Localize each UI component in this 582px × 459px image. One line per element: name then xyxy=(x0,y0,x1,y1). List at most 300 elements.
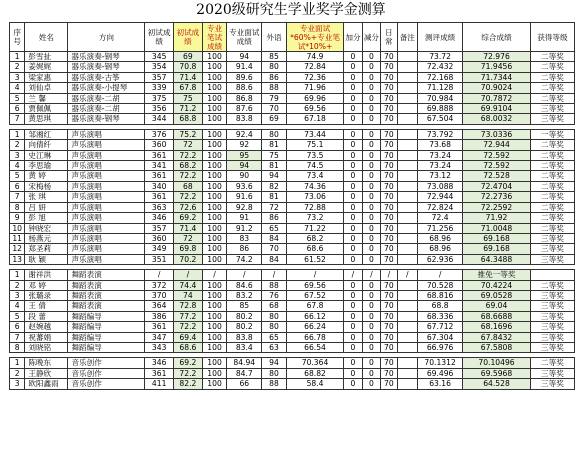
table-cell: 72.2592 xyxy=(463,202,531,212)
table-cell: 68 xyxy=(174,181,203,191)
table-cell: 0 xyxy=(362,311,380,321)
table-cell: 73.0336 xyxy=(463,129,531,139)
table-cell: 70.10496 xyxy=(463,358,531,368)
table-cell: 94 xyxy=(262,358,287,368)
table-cell: 100 xyxy=(202,322,227,332)
table-cell: / xyxy=(227,270,262,280)
table-cell: 68 xyxy=(262,301,287,311)
table-cell xyxy=(397,280,418,290)
table-cell: 58.4 xyxy=(286,379,343,389)
table-cell: 66.976 xyxy=(418,342,463,352)
table-cell xyxy=(397,379,418,389)
table-cell: / xyxy=(418,270,463,280)
table-cell: 0 xyxy=(344,213,362,223)
table-cell: 67.18 xyxy=(286,114,343,124)
table-cell xyxy=(397,358,418,368)
table-cell: 声乐演唱 xyxy=(68,233,145,243)
table-cell: 70.7872 xyxy=(463,93,531,103)
table-cell: 70 xyxy=(381,72,397,82)
column-header: 获得等级 xyxy=(530,23,574,52)
table-cell: 郑圣莉 xyxy=(25,244,68,254)
table-cell: 73.5 xyxy=(286,150,343,160)
table-cell: 372 xyxy=(145,280,174,290)
table-cell: 100 xyxy=(202,254,227,264)
table-cell: 86 xyxy=(262,213,287,223)
table-row xyxy=(10,223,575,233)
table-cell: 0 xyxy=(344,93,362,103)
table-cell: 耿 颖 xyxy=(25,254,68,264)
column-header: 减分 xyxy=(362,23,380,52)
table-cell: 67.52 xyxy=(286,290,343,300)
table-cell: 段 蕾 xyxy=(25,311,68,321)
table-cell xyxy=(397,129,418,139)
table-cell: 三等奖 xyxy=(530,301,574,311)
table-cell: 72.2 xyxy=(174,150,203,160)
table-cell: 68.0032 xyxy=(463,114,531,124)
table-cell: 0 xyxy=(344,223,362,233)
table-cell: 73.12 xyxy=(418,171,463,181)
table-cell: 73.44 xyxy=(286,129,343,139)
table-cell: 三等奖 xyxy=(530,311,574,321)
table-cell: 70 xyxy=(262,244,287,254)
table-cell: 0 xyxy=(362,150,380,160)
table-row xyxy=(10,83,575,93)
table-cell: 370 xyxy=(145,290,174,300)
table-cell: 0 xyxy=(362,223,380,233)
table-cell: 二等奖 xyxy=(530,213,574,223)
table-cell: 72.2 xyxy=(174,192,203,202)
table-cell: 三等奖 xyxy=(530,233,574,243)
table-cell: 68.8 xyxy=(418,301,463,311)
table-row xyxy=(10,244,575,254)
table-cell: 69.0528 xyxy=(463,290,531,300)
table-cell xyxy=(397,311,418,321)
table-cell: 声乐演唱 xyxy=(68,161,145,171)
table-cell: 100 xyxy=(202,213,227,223)
table-cell: 80 xyxy=(262,368,287,378)
table-cell: 0 xyxy=(344,290,362,300)
table-cell: 二等奖 xyxy=(530,223,574,233)
table-cell: 1 xyxy=(10,270,25,280)
table-cell: 0 xyxy=(362,358,380,368)
table-cell: 67.8 xyxy=(174,83,203,93)
table-cell: 66.78 xyxy=(286,332,343,342)
table-cell: 74.4 xyxy=(174,280,203,290)
table-cell: 80.2 xyxy=(227,322,262,332)
table-row xyxy=(10,280,575,290)
table-cell: 70 xyxy=(381,62,397,72)
table-cell: 67.504 xyxy=(418,114,463,124)
table-cell: 二等奖 xyxy=(530,280,574,290)
table-cell: 88 xyxy=(262,280,287,290)
table-row xyxy=(10,342,575,352)
table-cell: 欧阳鑫雨 xyxy=(25,379,68,389)
table-cell: 舞蹈表演 xyxy=(68,280,145,290)
table-cell: 8 xyxy=(10,342,25,352)
table-cell: 66.24 xyxy=(286,322,343,332)
table-cell: 三等奖 xyxy=(530,254,574,264)
table-cell: 363 xyxy=(145,202,174,212)
table-cell: 83.8 xyxy=(227,114,262,124)
table-cell: 70 xyxy=(381,379,397,389)
table-cell: 69.56 xyxy=(286,280,343,290)
table-cell xyxy=(397,233,418,243)
table-cell xyxy=(397,83,418,93)
table-row xyxy=(10,62,575,72)
table-cell: 92 xyxy=(227,140,262,150)
table-cell: 81 xyxy=(262,161,287,171)
table-cell: 100 xyxy=(202,52,227,62)
table-cell: 0 xyxy=(362,332,380,342)
table-cell: 68.8 xyxy=(174,114,203,124)
table-cell: 70.4224 xyxy=(463,280,531,290)
table-cell: 74 xyxy=(174,290,203,300)
column-header: 初试成绩 xyxy=(145,23,174,52)
table-cell: / xyxy=(381,270,397,280)
table-cell xyxy=(397,161,418,171)
table-cell: 74.36 xyxy=(286,181,343,191)
table-cell: 5 xyxy=(10,311,25,321)
table-cell: 72.168 xyxy=(418,72,463,82)
table-cell: 72.2 xyxy=(174,368,203,378)
table-cell: 360 xyxy=(145,140,174,150)
column-header: 专业笔试成绩 xyxy=(202,23,227,52)
table-cell xyxy=(397,342,418,352)
table-cell: 三等奖 xyxy=(530,322,574,332)
table-cell: 100 xyxy=(202,233,227,243)
column-header: 初试成绩 xyxy=(174,23,203,52)
table-cell: 100 xyxy=(202,290,227,300)
table-cell: 68.96 xyxy=(418,233,463,243)
table-cell: 70.364 xyxy=(286,358,343,368)
table-cell: / xyxy=(397,270,418,280)
table-cell: 100 xyxy=(202,223,227,233)
table-cell: 86.8 xyxy=(227,93,262,103)
table-cell: 80 xyxy=(262,322,287,332)
table-cell: 346 xyxy=(145,358,174,368)
table-cell: 100 xyxy=(202,280,227,290)
table-cell: 73.06 xyxy=(286,192,343,202)
table-cell xyxy=(530,270,574,280)
table-cell: 70.2 xyxy=(174,254,203,264)
table-row xyxy=(10,368,575,378)
table-cell: 刘仙卓 xyxy=(25,83,68,93)
table-cell: 3 xyxy=(10,290,25,300)
table-cell: 88.6 xyxy=(227,83,262,93)
table-cell: 王 倩 xyxy=(25,301,68,311)
table-cell: 宋梅杨 xyxy=(25,181,68,191)
table-cell: 二等奖 xyxy=(530,181,574,191)
table-cell: 兰 馨 xyxy=(25,93,68,103)
table-cell: 梁家惠 xyxy=(25,72,68,82)
table-row xyxy=(10,181,575,191)
table-cell: 声乐演唱 xyxy=(68,213,145,223)
table-cell: 钟晓宏 xyxy=(25,223,68,233)
table-cell: 70 xyxy=(381,213,397,223)
table-row xyxy=(10,213,575,223)
table-cell: 73.2 xyxy=(286,213,343,223)
table-cell: 一等奖 xyxy=(530,129,574,139)
table-cell xyxy=(397,244,418,254)
table-cell: 72 xyxy=(174,140,203,150)
table-cell: 0 xyxy=(344,104,362,114)
table-cell: 彭 旭 xyxy=(25,213,68,223)
table-cell: 100 xyxy=(202,129,227,139)
table-cell: 84.7 xyxy=(227,368,262,378)
table-row xyxy=(10,332,575,342)
table-cell: 66 xyxy=(227,379,262,389)
table-cell: 340 xyxy=(145,181,174,191)
table-cell: 邓 婷 xyxy=(25,280,68,290)
table-cell: 杨燕元 xyxy=(25,233,68,243)
table-cell: 0 xyxy=(362,129,380,139)
table-cell: 黄思琪 xyxy=(25,114,68,124)
table-cell: 84.94 xyxy=(227,358,262,368)
table-cell: 79 xyxy=(262,93,287,103)
table-cell: 70 xyxy=(381,280,397,290)
table-cell: 91 xyxy=(227,213,262,223)
table-cell: 70 xyxy=(381,114,397,124)
table-cell: 彭雪扯 xyxy=(25,52,68,62)
table-row xyxy=(10,52,575,62)
table-cell: 三等奖 xyxy=(530,368,574,378)
table-cell: 66.54 xyxy=(286,342,343,352)
table-cell: 73.72 xyxy=(418,52,463,62)
table-cell: 72.84 xyxy=(286,62,343,72)
table-cell xyxy=(397,254,418,264)
table-cell xyxy=(397,72,418,82)
table-cell: 68.336 xyxy=(418,311,463,321)
table-cell: 0 xyxy=(344,342,362,352)
table-row xyxy=(10,72,575,82)
table-cell: 68.96 xyxy=(418,244,463,254)
table-cell: 二等奖 xyxy=(530,192,574,202)
table-cell: 345 xyxy=(145,52,174,62)
table-cell: 1 xyxy=(10,129,25,139)
table-cell: 70.984 xyxy=(418,93,463,103)
table-cell: 72.6 xyxy=(174,202,203,212)
table-cell: 360 xyxy=(145,233,174,243)
table-cell: 声乐演唱 xyxy=(68,171,145,181)
table-row xyxy=(10,192,575,202)
table-cell: 0 xyxy=(362,83,380,93)
table-cell: 舞蹈编导 xyxy=(68,332,145,342)
table-cell: 72.4 xyxy=(418,213,463,223)
table-cell: 刘晓铭 xyxy=(25,342,68,352)
table-cell: 83 xyxy=(227,233,262,243)
table-cell: 376 xyxy=(145,129,174,139)
table-cell: 339 xyxy=(145,83,174,93)
table-cell: 0 xyxy=(344,83,362,93)
table-cell: 71.4 xyxy=(174,223,203,233)
table-cell: 12 xyxy=(10,244,25,254)
column-header: 方向 xyxy=(68,23,145,52)
column-header: 外语 xyxy=(262,23,287,52)
table-cell: 68.2 xyxy=(286,233,343,243)
table-cell: 84 xyxy=(262,233,287,243)
table-cell: 72.976 xyxy=(463,52,531,62)
table-cell: 69 xyxy=(174,52,203,62)
table-cell: 70.1312 xyxy=(418,358,463,368)
table-cell: 91.2 xyxy=(227,223,262,233)
table-cell: 70.528 xyxy=(418,280,463,290)
table-cell: 364 xyxy=(145,301,174,311)
table-cell: 0 xyxy=(344,62,362,72)
table-cell: 舞蹈编导 xyxy=(68,342,145,352)
table-cell: 63.16 xyxy=(418,379,463,389)
table-cell: 72.36 xyxy=(286,72,343,82)
column-header: 日常 xyxy=(381,23,397,52)
column-header: 备注 xyxy=(397,23,418,52)
table-cell: 二等奖 xyxy=(530,72,574,82)
table-cell: 70 xyxy=(381,223,397,233)
table-cell: 二等奖 xyxy=(530,140,574,150)
table-cell: 70 xyxy=(381,368,397,378)
column-header: 加分 xyxy=(344,23,362,52)
table-cell: 0 xyxy=(344,379,362,389)
table-cell: 74.9 xyxy=(286,52,343,62)
table-cell: 1 xyxy=(10,52,25,62)
table-cell: 85 xyxy=(227,301,262,311)
table-cell xyxy=(397,114,418,124)
table-row xyxy=(10,358,575,368)
table-cell: 二等奖 xyxy=(530,171,574,181)
table-cell: 100 xyxy=(202,93,227,103)
table-row xyxy=(10,322,575,332)
table-cell: 72.2736 xyxy=(463,192,531,202)
table-cell xyxy=(397,150,418,160)
table-cell: 75 xyxy=(262,150,287,160)
table-cell: 声乐演唱 xyxy=(68,129,145,139)
table-cell xyxy=(397,62,418,72)
table-cell: 0 xyxy=(362,368,380,378)
table-cell: 三等奖 xyxy=(530,332,574,342)
column-header: 专业面试成绩 xyxy=(227,23,262,52)
table-cell: 90 xyxy=(227,171,262,181)
table-cell: 75.2 xyxy=(174,129,203,139)
table-cell: 68.816 xyxy=(418,290,463,300)
table-cell: 音乐创作 xyxy=(68,379,145,389)
column-header: 专业面试*60%+专业笔试*10%+ xyxy=(286,23,343,52)
table-cell: 100 xyxy=(202,140,227,150)
table-cell: 器乐演奏-钢琴 xyxy=(68,62,145,72)
table-cell: 100 xyxy=(202,342,227,352)
table-cell: 7 xyxy=(10,114,25,124)
table-cell: 器乐演奏-钢琴 xyxy=(68,114,145,124)
table-row xyxy=(10,161,575,171)
table-cell: 4 xyxy=(10,161,25,171)
table-cell: 71.128 xyxy=(418,83,463,93)
table-cell xyxy=(397,140,418,150)
table-cell: 三等奖 xyxy=(530,379,574,389)
table-cell: 二等奖 xyxy=(530,52,574,62)
table-cell: 71.96 xyxy=(286,83,343,93)
table-cell: 72.944 xyxy=(463,140,531,150)
table-cell xyxy=(397,213,418,223)
table-cell: 舞蹈编导 xyxy=(68,311,145,321)
table-cell: 72.592 xyxy=(463,161,531,171)
table-cell: 71.92 xyxy=(463,213,531,223)
table-row xyxy=(10,104,575,114)
table-cell: 69.168 xyxy=(463,233,531,243)
table-cell: / xyxy=(202,270,227,280)
header-row xyxy=(10,23,575,52)
table-cell: 赵婉越 xyxy=(25,322,68,332)
table-cell: 70 xyxy=(381,332,397,342)
table-cell: 72.88 xyxy=(286,202,343,212)
table-cell: 69.496 xyxy=(418,368,463,378)
table-cell: 0 xyxy=(362,72,380,82)
table-cell: 349 xyxy=(145,244,174,254)
table-cell: 0 xyxy=(344,161,362,171)
table-cell: 68.6 xyxy=(174,342,203,352)
table-cell: 声乐演唱 xyxy=(68,223,145,233)
table-cell: 4 xyxy=(10,83,25,93)
table-cell: 92.4 xyxy=(227,129,262,139)
table-cell: 器乐演奏-小提琴 xyxy=(68,83,145,93)
table-row xyxy=(10,171,575,181)
table-cell: 黄 婷 xyxy=(25,171,68,181)
table-cell: 100 xyxy=(202,104,227,114)
table-cell: 声乐演唱 xyxy=(68,244,145,254)
table-cell: / xyxy=(286,270,343,280)
table-cell: 94 xyxy=(227,161,262,171)
table-cell: 69.96 xyxy=(286,93,343,103)
table-cell: 二等奖 xyxy=(530,358,574,368)
sheet-title: 2020级研究生学业奖学金测算 xyxy=(196,2,386,18)
table-cell: 0 xyxy=(344,140,362,150)
table-cell: 73.792 xyxy=(418,129,463,139)
table-cell: 3 xyxy=(10,150,25,160)
table-cell: 0 xyxy=(362,161,380,171)
table-cell: 73.4 xyxy=(286,171,343,181)
table-cell: 69.2 xyxy=(174,213,203,223)
table-cell: 声乐演唱 xyxy=(68,254,145,264)
table-cell: 62.936 xyxy=(418,254,463,264)
table-cell: 361 xyxy=(145,192,174,202)
table-cell: / xyxy=(262,270,287,280)
table-cell: 舞蹈表演 xyxy=(68,301,145,311)
table-row xyxy=(10,290,575,300)
table-cell: 0 xyxy=(362,192,380,202)
table-cell: 100 xyxy=(202,358,227,368)
table-cell: 83.8 xyxy=(227,332,262,342)
table-cell: 70.8 xyxy=(174,62,203,72)
table-cell: 74.2 xyxy=(227,254,262,264)
table-cell: 器乐演奏-二胡 xyxy=(68,104,145,114)
table-cell: 344 xyxy=(145,114,174,124)
table-cell: 0 xyxy=(344,311,362,321)
table-cell: 3 xyxy=(10,379,25,389)
table-cell: 二等奖 xyxy=(530,161,574,171)
table-row xyxy=(10,93,575,103)
table-cell: 375 xyxy=(145,93,174,103)
table-cell: 94 xyxy=(262,171,287,181)
table-cell: 361 xyxy=(145,150,174,160)
table-cell: 0 xyxy=(344,114,362,124)
table-cell: 94 xyxy=(227,52,262,62)
table-row xyxy=(10,129,575,139)
table-cell: 65 xyxy=(262,332,287,342)
table-cell: 6 xyxy=(10,181,25,191)
table-cell: 8 xyxy=(10,202,25,212)
table-cell: 70 xyxy=(381,202,397,212)
table-cell: 72.592 xyxy=(463,150,531,160)
table-cell: 器乐演奏-二胡 xyxy=(68,93,145,103)
table-row xyxy=(10,202,575,212)
table-cell: 100 xyxy=(202,192,227,202)
table-cell: 70.9024 xyxy=(463,83,531,93)
